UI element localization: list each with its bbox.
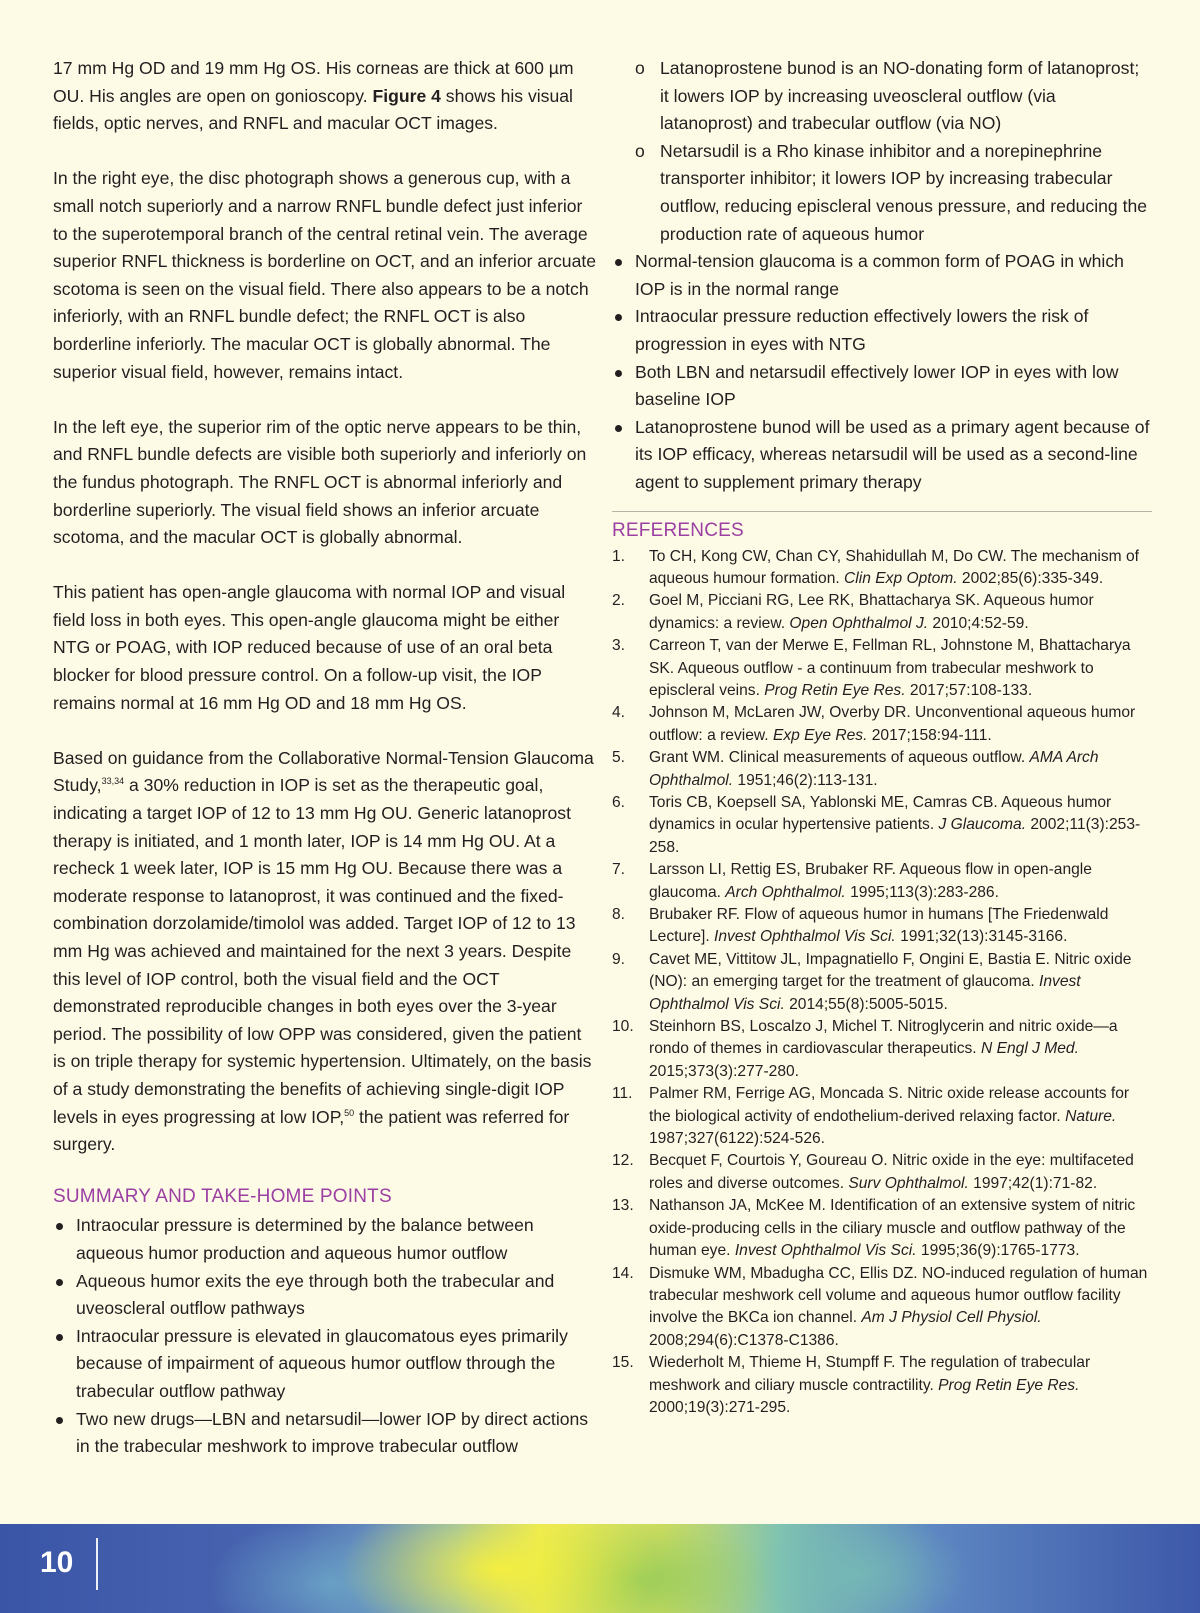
sub-bullet-marker: o (635, 58, 645, 78)
summary-bullet: Aqueous humor exits the eye through both the trabecular and uveoscleral outflow pathways (53, 1268, 598, 1323)
citation-superscript: 50 (344, 1107, 355, 1118)
summary-bullet: Latanoprostene bunod will be used as a primary agent because of its IOP efficacy, whereas netarsudil will be used as a second-line agent to supplement primary therapy (612, 414, 1152, 497)
summary-list (53, 1212, 598, 1460)
reference-item: 2. Goel M, Picciani RG, Lee RK, Bhattacharya SK. Aqueous humor dynamics: a review. Open Ophthalmol J. 2010;4:52-59. (612, 592, 1094, 632)
reference-item: 4. Johnson M, McLaren JW, Overby DR. Unconventional aqueous humor outflow: a review. Exp Eye Res. 2017;158:94-111. (612, 704, 1136, 744)
reference-item: 5. Grant WM. Clinical measurements of aqueous outflow. AMA Arch Ophthalmol. 1951;46(2):113-131. (612, 749, 1099, 789)
references-list (612, 546, 1152, 1420)
reference-item: 1. To CH, Kong CW, Chan CY, Shahidullah M, Do CW. The mechanism of aqueous humour formation. Clin Exp Optom. 2002;85(6):335-349. (612, 547, 1139, 587)
reference-item: 7. Larsson LI, Rettig ES, Brubaker RF. Aqueous flow in open-angle glaucoma. Arch Ophthalmol. 1995;113(3):283-286. (612, 861, 1092, 901)
sub-bullet-list (633, 55, 1152, 248)
section-divider (612, 511, 1152, 512)
summary-bullet: Intraocular pressure is determined by the balance between aqueous humor production and aqueous humor outflow (53, 1212, 598, 1267)
body-paragraph: In the left eye, the superior rim of the optic nerve appears to be thin, and RNFL bundle defects are visible both superiorly and inferiorly on the fundus photograph. The RNFL OCT is abnormal inferiorly and borderline superiorly. The visual field shows an inferior arcuate scotoma, and the macular OCT is globally abnormal. (53, 416, 587, 548)
reference-item: 10. Steinhorn BS, Loscalzo J, Michel T. Nitroglycerin and nitric oxide—a rondo of themes in cardiovascular therapeutics. N Engl J Med. 2015;373(3):277-280. (612, 1018, 1118, 1080)
body-paragraph: Based on guidance from the Collaborative Normal-Tension Glaucoma Study,$^{33,34}$ a 30% reduction in IOP is set as the therapeutic goal, indicating a target IOP of 12 to 13 mm Hg OU. Generic latanoprost therapy is initiated, and 1 month later, IOP is 14 mm Hg OU. At a recheck 1 week later, IOP is 15 mm Hg OU. Because there was a moderate response to latanoprost, it was continued and the fixed-combination dorzolamide/timolol was added. Target IOP of 12 to 13 mm Hg was achieved and maintained for the next 3 years. Despite this level of IOP control, both the visual field and the OCT demonstrated reproducible changes in both eyes over the 3-year period. The possibility of low OPP was considered, given the patient is on triple therapy for systemic hypertension. Ultimately, on the basis of a study demonstrating the benefits of achieving single-digit IOP levels in eyes progressing at low IOP,$^{50}$ the patient was referred for surgery. (53, 747, 594, 1155)
sub-bullet-marker: o (635, 140, 645, 161)
left-column (53, 55, 598, 1461)
body-paragraph: 17 mm Hg OD and 19 mm Hg OS. His corneas are thick at 600 µm OU. His angles are open on gonioscopy. Figure 4 shows his visual fields, optic nerves, and RNFL and macular OCT images. (53, 58, 574, 134)
reference-item: 9. Cavet ME, Vittitow JL, Impagnatiello F, Ongini E, Bastia E. Nitric oxide (NO): an emerging target for the treatment of glaucoma. Invest Ophthalmol Vis Sci. 2014;55(8):5005-5015. (612, 950, 1132, 1013)
citation-superscript: 33,34 (101, 776, 125, 787)
reference-item: 3. Carreon T, van der Merwe E, Fellman RL, Johnstone M, Bhattacharya SK. Aqueous outflow - a continuum from trabecular meshwork to episcleral veins. Prog Retin Eye Res. 2017;57:108-133. (612, 637, 1131, 699)
footer-banner (0, 1524, 1200, 1613)
reference-item: 13. Nathanson JA, McKee M. Identification of an extensive system of nitric oxide-producing cells in the ciliary muscle and outflow pathway of the human eye. Invest Ophthalmol Vis Sci. 1995;36(9):1765-1773. (612, 1197, 1136, 1260)
summary-list-continued (612, 248, 1152, 496)
page-number-divider (96, 1538, 98, 1590)
summary-bullet: Two new drugs—LBN and netarsudil—lower IOP by direct actions in the trabecular meshwork to improve trabecular outflow (53, 1406, 598, 1461)
reference-item: 14. Dismuke WM, Mbadugha CC, Ellis DZ. NO-induced regulation of human trabecular meshwork cell volume and aqueous humor outflow facility involve the BKCa ion channel. Am J Physiol Cell Physiol. 2008;294(6):C1378-C1386. (612, 1264, 1148, 1349)
figure-reference: Figure 4 (372, 85, 441, 106)
body-paragraph: In the right eye, the disc photograph shows a generous cup, with a small notch superiorly and a narrow RNFL bundle defect just inferior to the superotemporal branch of the central retinal vein. The average superior RNFL thickness is borderline on OCT, and an inferior arcuate scotoma is seen on the visual field. There also appears to be a notch inferiorly, with an RNFL bundle defect; the RNFL OCT is also borderline inferiorly. The macular OCT is globally abnormal. The superior visual field, however, remains intact. (53, 168, 597, 382)
sub-bullet: o Netarsudil is a Rho kinase inhibitor and a norepinephrine transporter inhibitor; it lowers IOP by increasing trabecular outflow, reducing episcleral venous pressure, and reducing the production rate of aqueous humor (633, 138, 1152, 248)
summary-bullet: Both LBN and netarsudil effectively lower IOP in eyes with low baseline IOP (612, 359, 1152, 414)
page-number: 10 (40, 1546, 74, 1579)
reference-item: 12. Becquet F, Courtois Y, Goureau O. Nitric oxide in the eye: multifaceted roles and diverse outcomes. Surv Ophthalmol. 1997;42(1):71-82. (612, 1152, 1134, 1192)
summary-bullet: Intraocular pressure reduction effectively lowers the risk of progression in eyes with NTG (612, 303, 1152, 358)
reference-item: 6. Toris CB, Koepsell SA, Yablonski ME, Camras CB. Aqueous humor dynamics in ocular hypertensive patients. J Glaucoma. 2002;11(3):253-258. (612, 793, 1141, 856)
summary-bullet: Intraocular pressure is elevated in glaucomatous eyes primarily because of impairment of aqueous humor outflow through the trabecular outflow pathway (53, 1323, 598, 1406)
sub-bullet: o Latanoprostene bunod is an NO-donating form of latanoprost; it lowers IOP by increasing uveoscleral outflow (via latanoprost) and trabecular outflow (via NO) (633, 55, 1152, 138)
references-heading: REFERENCES (612, 519, 744, 541)
reference-item: 15. Wiederholt M, Thieme H, Stumpff F. The regulation of trabecular meshwork and ciliary muscle contractility. Prog Retin Eye Res. 2000;19(3):271-295. (612, 1354, 1091, 1416)
right-column (612, 55, 1152, 1419)
summary-heading: SUMMARY AND TAKE-HOME POINTS (53, 1186, 392, 1208)
reference-item: 8. Brubaker RF. Flow of aqueous humor in humans [The Friedenwald Lecture]. Invest Ophthalmol Vis Sci. 1991;32(13):3145-3166. (612, 906, 1109, 946)
body-paragraph: This patient has open-angle glaucoma with normal IOP and visual field loss in both eyes. This open-angle glaucoma might be either NTG or POAG, with IOP reduced because of use of an oral beta blocker for blood pressure control. On a follow-up visit, the IOP remains normal at 16 mm Hg OD and 18 mm Hg OS. (53, 582, 566, 713)
reference-item: 11. Palmer RM, Ferrige AG, Moncada S. Nitric oxide release accounts for the biological activity of endothelium-derived relaxing factor. Nature. 1987;327(6122):524-526. (612, 1085, 1130, 1148)
summary-bullet: Normal-tension glaucoma is a common form of POAG in which IOP is in the normal range (612, 248, 1152, 303)
